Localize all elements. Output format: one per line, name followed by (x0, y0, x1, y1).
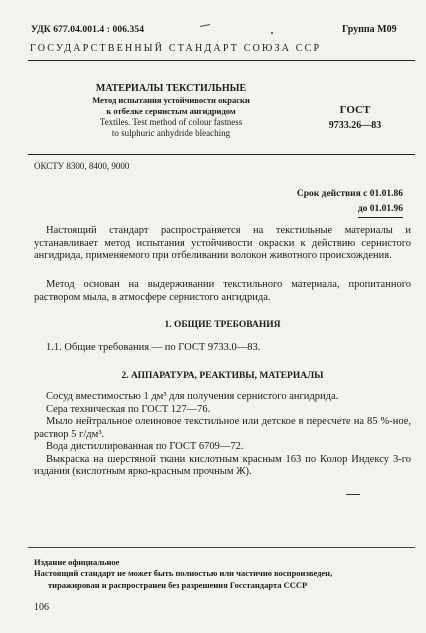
title-english-line1: Textiles. Test method of colour fastness (99, 117, 243, 127)
footer-divider (28, 547, 415, 548)
list-item: Сосуд вместимостью 1 дм³ для получения сернистого ангидрида. (46, 391, 339, 402)
gost-block (320, 104, 390, 131)
gost-label: ГОСТ (339, 104, 371, 116)
top-divider (28, 60, 415, 61)
print-dot (271, 32, 273, 34)
section-2-heading: 2. АППАРАТУРА, РЕАКТИВЫ, МАТЕРИАЛЫ (121, 371, 324, 381)
list-item: Вода дистиллированная по ГОСТ 6709—72. (46, 441, 244, 452)
section-1-heading: 1. ОБЩИЕ ТРЕБОВАНИЯ (164, 320, 281, 330)
intro-paragraph-1: Настоящий стандарт распространяется на текстильные материалы и устанавливает метод испытания устойчивости окраски к действию сернистого ангидрида, применяемого при отбеливании волокон животного происхождения. (34, 225, 411, 261)
intro-paragraph-2: Метод основан на выдерживании текстильного материала, пропитанного раствором мыла, в атмосфере сернистого ангидрида. (34, 279, 411, 303)
section-2-list (34, 391, 411, 479)
edition-label: Издание официальное (34, 557, 120, 567)
validity-period (290, 187, 403, 218)
middle-divider (28, 154, 415, 155)
gost-number: 9733.26—83 (328, 120, 382, 131)
section-1-item: 1.1. Общие требования — по ГОСТ 9733.0—83. (46, 342, 261, 353)
print-mark (200, 24, 210, 27)
title-subtitle-line2: к отбелке сернистым ангидридом (106, 106, 236, 116)
title-main: МАТЕРИАЛЫ ТЕКСТИЛЬНЫЕ (95, 83, 247, 94)
copyright-notice-line2: тиражирован и распространен без разрешения Госстандарта СССР (48, 579, 308, 590)
page-number: 106 (34, 602, 49, 613)
copyright-notice (34, 568, 414, 591)
list-item: Мыло нейтральное олеиновое текстильное или детское в пересчете на 85 %-ное, раствор 5 г/дм³. (34, 416, 411, 440)
okstu-codes: ОКСТУ 8300, 8400, 9000 (34, 161, 130, 171)
udc-code: УДК 677.04.001.4 : 006.354 (31, 25, 145, 35)
title-subtitle-line1: Метод испытания устойчивости окраски (92, 95, 250, 105)
title-block (66, 83, 276, 139)
list-item: Сера техническая по ГОСТ 127—76. (46, 403, 211, 415)
continuation-mark (346, 494, 360, 495)
validity-to: до 01.01.96 (358, 202, 403, 218)
copyright-notice-line1: Настоящий стандарт не может быть полностью или частично воспроизведен, (34, 568, 333, 578)
standard-banner: ГОСУДАРСТВЕННЫЙ СТАНДАРТ СОЮЗА ССР (30, 43, 322, 54)
group-code: Группа М09 (342, 24, 397, 35)
list-item: Выкраска на шерстяной ткани кислотным красным 163 по Колор Индексу 3-го издания (кислотным ярко-красным прочным Ж). (34, 453, 411, 477)
validity-from: Срок действия с 01.01.86 (296, 189, 403, 199)
title-english-line2: to sulphuric anhydride bleaching (111, 128, 231, 138)
